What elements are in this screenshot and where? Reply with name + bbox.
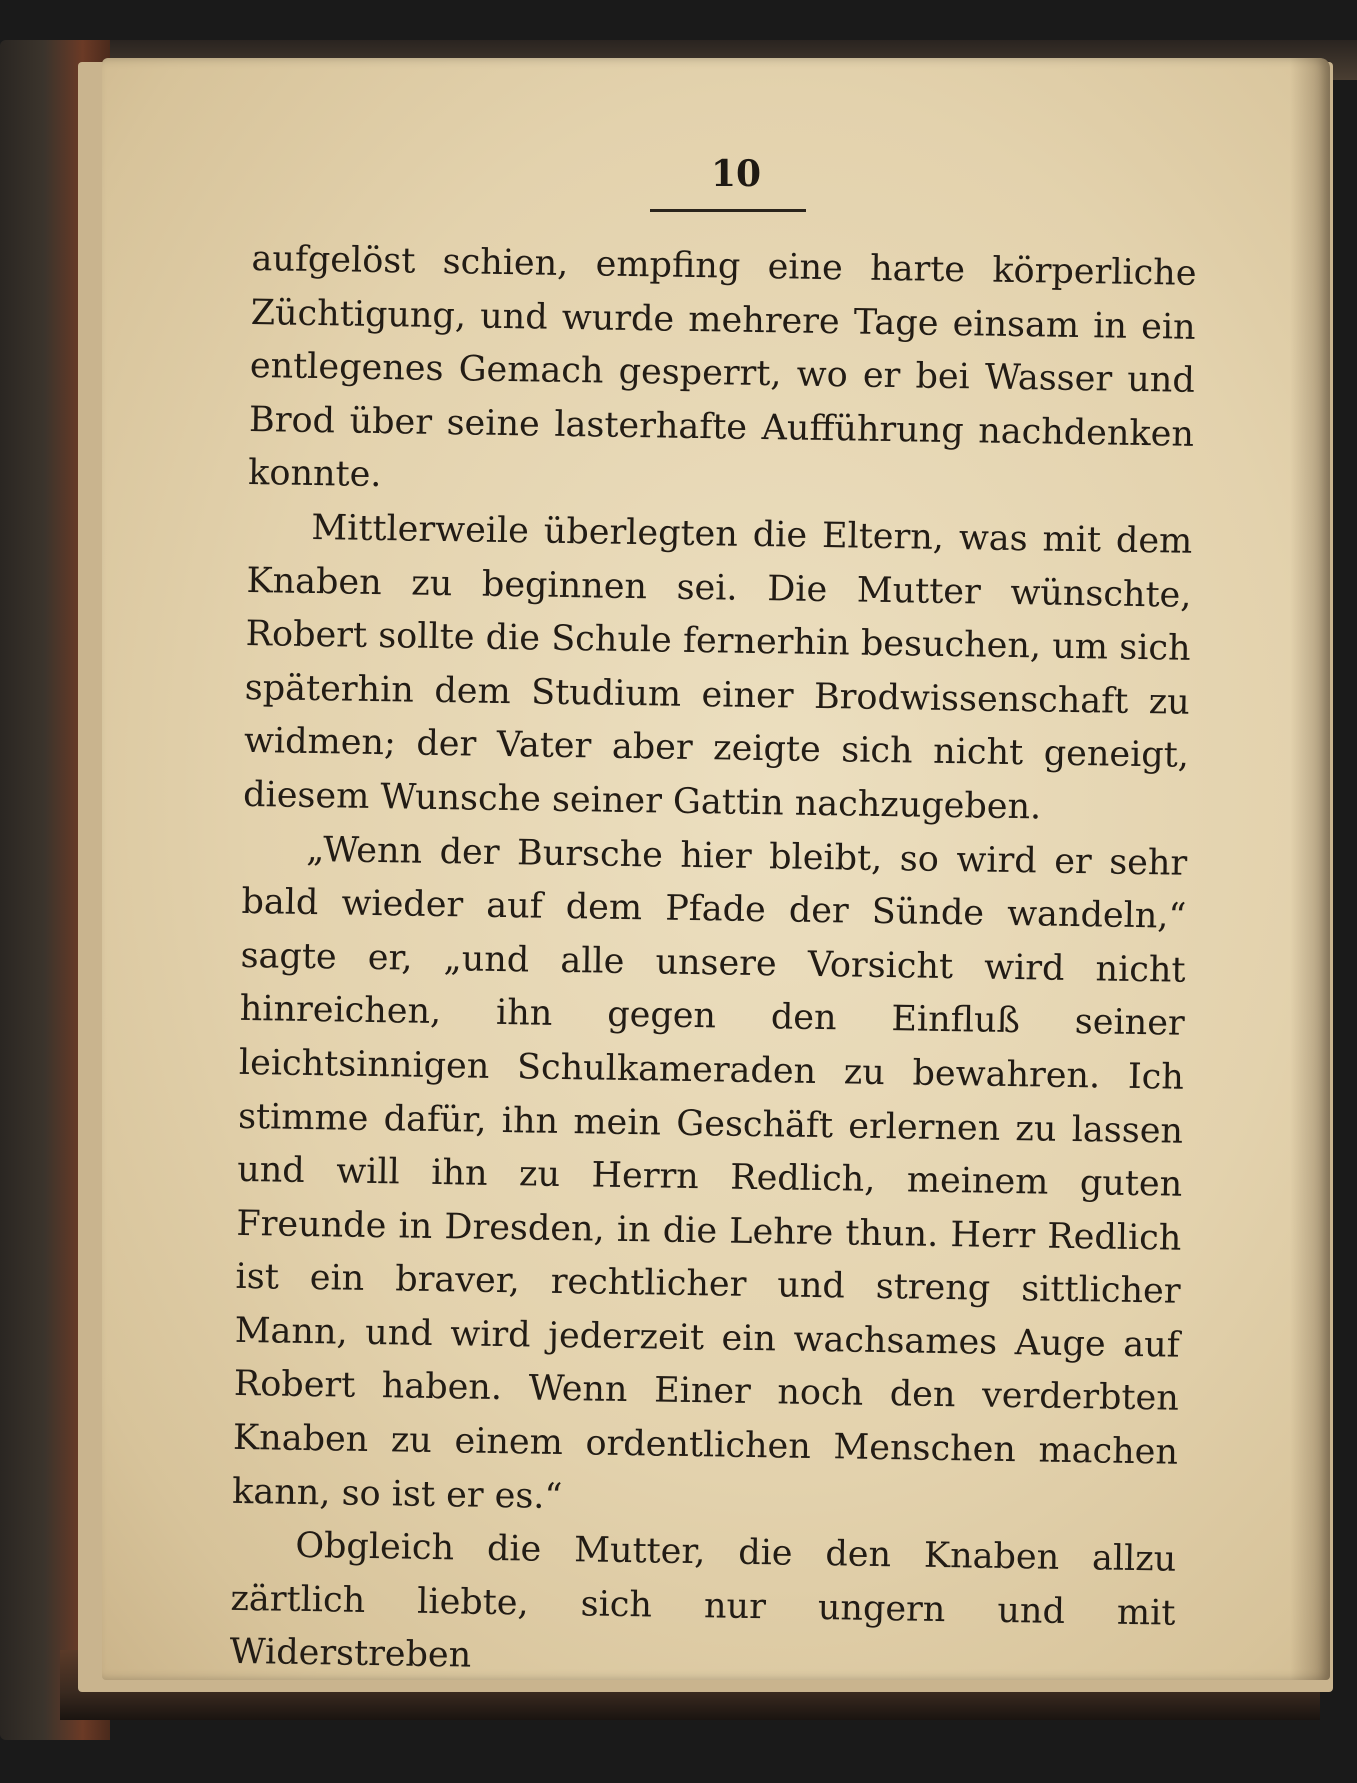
spine-shadow — [1290, 58, 1330, 1680]
page-number-rule — [650, 209, 806, 212]
body-text — [229, 233, 1197, 1695]
paragraph-2: Mittlerweile überlegten die Eltern, was mit dem Knaben zu beginnen sei. Die Mutter wünschte, Robert sollte die Schule fernerhin besuchen, um sich späterhin dem Studium einer Brodwissenschaft zu widmen; der Vater aber zeigte sich nicht geneigt, diesem Wunsche seiner Gattin nachzugeben. — [242, 507, 1193, 828]
paragraph-1: aufgelöst schien, empfing eine harte körperliche Züchtigung, und wurde mehrere Tage einsam in ein entlegenes Gemach gesperrt, wo er bei Wasser und Brod über seine lasterhafte Aufführung nachdenken konnte. — [247, 238, 1197, 496]
book-page — [102, 58, 1330, 1680]
page-number: 10 — [710, 153, 762, 195]
paragraph-3: „Wenn der Bursche hier bleibt, so wird er sehr bald wieder auf dem Pfade der Sünde wandeln,“ sagte er, „und alle unsere Vorsicht wird nicht hinreichen, ihn gegen den Einfluß seiner leichtsinnigen Schulkameraden zu bewahren. Ich stimme dafür, ihn mein Geschäft erlernen zu lassen und will ihn zu Herrn Redlich, meinem guten Freunde in Dresden, in die Lehre thun. Herr Redlich ist ein braver, rechtlicher und streng sittlicher Mann, und wird jederzeit ein wachsames Auge auf Robert haben. Wenn Einer noch den verderbten Knaben zu einem ordentlichen Menschen machen kann, so ist er es.“ — [231, 829, 1188, 1517]
paragraph-4: Obgleich die Mutter, die den Knaben allzu zärtlich liebte, sich nur ungern und mit Widerstreben — [229, 1526, 1177, 1677]
